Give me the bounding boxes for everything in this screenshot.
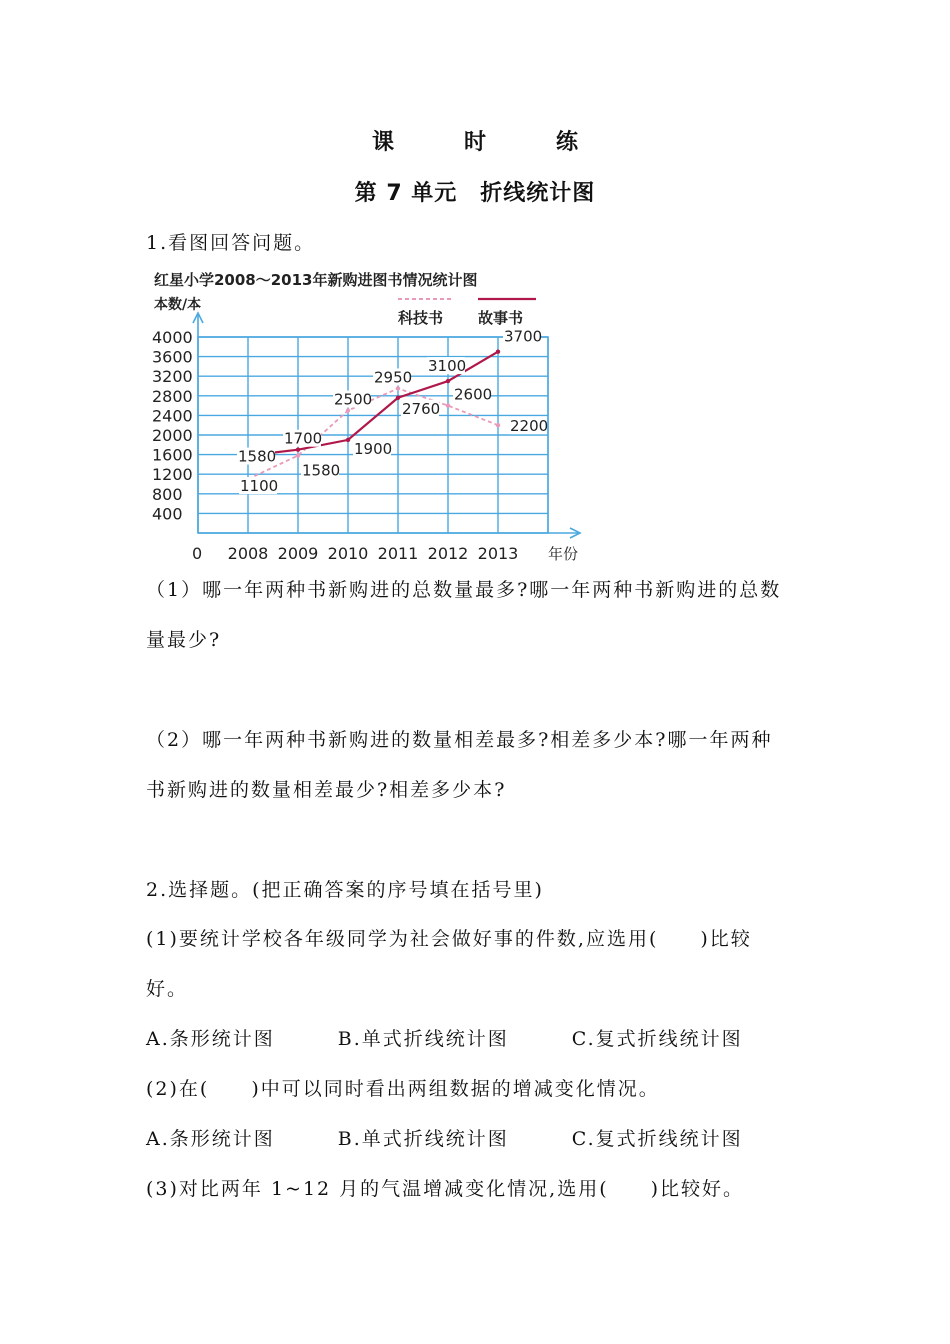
legend-label-tech: 科技书 xyxy=(398,309,444,327)
data-label-tech: 2950 xyxy=(374,368,413,387)
data-label-story: 3700 xyxy=(504,327,543,346)
q2-sub3-line1: (3)对比两年 1~12 月的气温增减变化情况,选用( )比较好。 xyxy=(146,1178,745,1200)
q2-sub2-line1: (2)在( )中可以同时看出两组数据的增减变化情况。 xyxy=(146,1078,660,1100)
y-tick-label: 4000 xyxy=(152,328,193,347)
point-story xyxy=(446,379,450,383)
x-tick-label: 2008 xyxy=(227,544,269,563)
x-tick-label: 2012 xyxy=(427,544,469,563)
question-2-stem: 2.选择题。(把正确答案的序号填在括号里) xyxy=(146,879,544,901)
point-story xyxy=(496,350,500,354)
origin-label: 0 xyxy=(192,544,203,563)
q1-sub1-line1: （1）哪一年两种书新购进的总数量最多?哪一年两种书新购进的总数 xyxy=(146,579,782,601)
question-1-stem: 1.看图回答问题。 xyxy=(146,232,316,254)
q2-sub1-line1: (1)要统计学校各年级同学为社会做好事的件数,应选用( )比较 xyxy=(146,928,752,950)
point-tech xyxy=(346,408,350,412)
point-story xyxy=(346,438,350,442)
q1-sub1-line2: 量最少? xyxy=(146,629,222,651)
q1-sub2-line1: （2）哪一年两种书新购进的数量相差最多?相差多少本?哪一年两种 xyxy=(146,729,773,751)
data-label-tech: 2600 xyxy=(454,385,493,404)
point-story xyxy=(396,396,400,400)
x-tick-label: 2013 xyxy=(477,544,519,563)
y-tick-label: 800 xyxy=(152,484,183,504)
data-label-story: 2760 xyxy=(402,399,441,418)
x-tick-label: 2009 xyxy=(277,544,319,563)
data-label-story: 3100 xyxy=(428,357,467,376)
line-chart xyxy=(146,263,596,563)
point-tech xyxy=(446,403,450,407)
y-tick-label: 1200 xyxy=(152,465,193,485)
point-tech xyxy=(296,453,300,457)
q1-sub2-line2: 书新购进的数量相差最少?相差多少本? xyxy=(146,779,507,801)
y-tick-label: 3200 xyxy=(152,367,193,387)
y-tick-label: 3600 xyxy=(152,347,193,367)
y-tick-label: 400 xyxy=(152,504,183,524)
y-axis-label: 本数/本 xyxy=(154,297,202,313)
data-label-tech: 2500 xyxy=(334,390,373,409)
data-label-story: 1580 xyxy=(238,447,277,466)
point-story xyxy=(296,448,300,452)
point-tech xyxy=(496,423,500,427)
q2-sub1-line2: 好。 xyxy=(146,978,189,1000)
data-label-tech: 1100 xyxy=(240,477,279,496)
unit-title: 第 7 单元 折线统计图 xyxy=(354,181,596,206)
q2-sub1-options: A.条形统计图 B.单式折线统计图 C.复式折线统计图 xyxy=(146,1028,743,1050)
y-tick-label: 2400 xyxy=(152,406,193,426)
page-title: 课 时 练 xyxy=(371,130,602,155)
data-label-story: 1700 xyxy=(284,429,323,448)
x-axis-label: 年份 xyxy=(548,545,579,563)
data-label-tech: 1580 xyxy=(302,461,341,480)
point-tech xyxy=(396,386,400,390)
q2-sub2-options: A.条形统计图 B.单式折线统计图 C.复式折线统计图 xyxy=(146,1128,743,1150)
chart-title: 红星小学2008～2013年新购进图书情况统计图 xyxy=(154,271,478,289)
y-tick-label: 2000 xyxy=(152,426,193,445)
x-tick-label: 2010 xyxy=(327,544,369,563)
y-tick-label: 2800 xyxy=(152,386,193,406)
y-tick-label: 1600 xyxy=(152,445,193,465)
x-tick-label: 2011 xyxy=(377,544,419,563)
legend-label-story: 故事书 xyxy=(478,309,524,327)
data-label-story: 1900 xyxy=(354,439,393,458)
data-label-tech: 2200 xyxy=(510,417,549,436)
